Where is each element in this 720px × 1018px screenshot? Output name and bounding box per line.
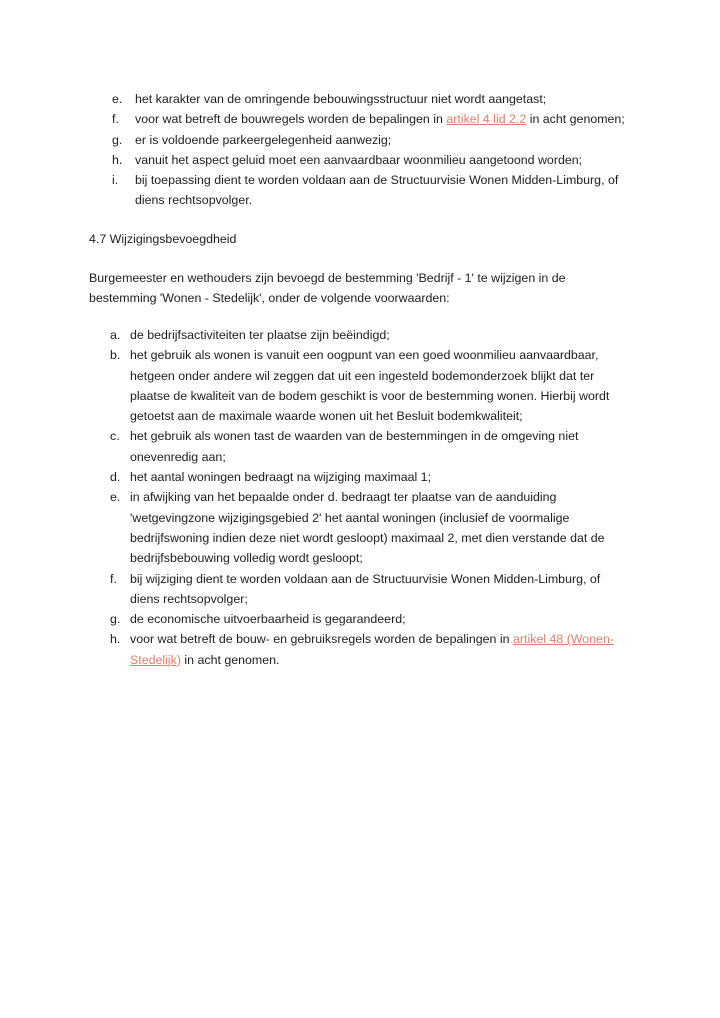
list-item: [0, 487, 630, 568]
list-item: [0, 609, 630, 629]
list-marker: i.: [112, 173, 119, 188]
article-link-4-2-2[interactable]: artikel 4 lid 2.2: [446, 112, 527, 127]
list-marker: c.: [110, 429, 120, 444]
list-marker: e.: [112, 92, 123, 106]
list-item-text: de economische uitvoerbaarheid is gegarandeerd;: [130, 612, 406, 627]
list-item: [0, 150, 635, 170]
list-marker: f.: [110, 571, 117, 586]
list-item: [0, 467, 630, 487]
list-item: [0, 170, 635, 211]
list-marker: e.: [110, 490, 121, 505]
list-item: [0, 325, 630, 345]
list-item-text-after: in acht genomen;: [526, 112, 625, 127]
list-marker: h.: [110, 632, 121, 647]
list-item-text: het karakter van de omringende bebouwingsstructuur niet wordt aangetast;: [135, 92, 547, 106]
list-item-text: vanuit het aspect geluid moet een aanvaardbaar woonmilieu aangetoond worden;: [135, 152, 583, 167]
list-item-text: het gebruik als wonen is vanuit een oogpunt van een goed woonmilieu aanvaardbaar, hetgeen onder andere wil zeggen dat uit een ingesteld bodemonderzoek blijkt dat ter plaatse de kwaliteit van de bodem geschikt is voor de bestemming wonen. Hierbij wordt getoetst aan de maximale waarde wonen uit het Besluit bodemkwaliteit;: [130, 348, 610, 424]
list-marker: h.: [112, 152, 123, 167]
list-item: [0, 629, 630, 670]
list-item-text: het gebruik als wonen tast de waarden van de bestemmingen in de omgeving niet onevenredig aan;: [130, 429, 579, 464]
list-marker: g.: [112, 132, 123, 147]
list-item: [0, 89, 635, 109]
list-marker: a.: [110, 328, 121, 342]
conditions-list-continued: [0, 89, 635, 211]
list-marker: g.: [110, 612, 121, 627]
list-item: [0, 426, 630, 467]
article-link-48-wonen-stedelijk[interactable]: artikel 48 (Wonen-Stedelijk): [130, 632, 614, 667]
list-item-text: er is voldoende parkeergelegenheid aanwezig;: [135, 132, 392, 147]
list-item-text: bij wijziging dient te worden voldaan aan de Structuurvisie Wonen Midden-Limburg, of diens rechtsopvolger;: [130, 571, 601, 606]
list-item-text: het aantal woningen bedraagt na wijziging maximaal 1;: [130, 470, 432, 485]
list-item-text-before: voor wat betreft de bouw- en gebruiksregels worden de bepalingen in: [130, 632, 513, 647]
list-marker: b.: [110, 348, 121, 363]
list-item: [0, 569, 630, 610]
conditions-list: [0, 325, 630, 670]
list-item-text: de bedrijfsactiviteiten ter plaatse zijn beëindigd;: [130, 328, 390, 342]
list-item: [0, 345, 630, 426]
list-marker: d.: [110, 470, 121, 485]
list-item: [0, 109, 635, 129]
list-item-text: bij toepassing dient te worden voldaan aan de Structuurvisie Wonen Midden-Limburg, of diens rechtsopvolger.: [135, 173, 619, 208]
list-item-text-before: voor wat betreft de bouwregels worden de bepalingen in: [135, 112, 447, 127]
list-item-text: [135, 109, 635, 129]
list-marker: f.: [112, 112, 119, 127]
list-item-text: [130, 629, 630, 670]
list-item-text: in afwijking van het bepaalde onder d. bedraagt ter plaatse van de aanduiding 'wetgevingzone wijzigingsgebied 2' het aantal woningen (inclusief de voormalige bedrijfswoning indien deze niet wordt gesloopt) maximaal 2, met dien verstande dat de bedrijfsbebouwing volledig wordt gesloopt;: [130, 490, 605, 566]
list-item: [0, 130, 635, 150]
intro-paragraph: Burgemeester en wethouders zijn bevoegd de bestemming 'Bedrijf - 1' te wijzigen in de bestemming 'Wonen - Stedelijk', onder de volgende voorwaarden:: [89, 271, 566, 306]
section-heading: 4.7 Wijzigingsbevoegdheid: [89, 232, 237, 246]
list-item-text-after: in acht genomen.: [180, 652, 280, 667]
